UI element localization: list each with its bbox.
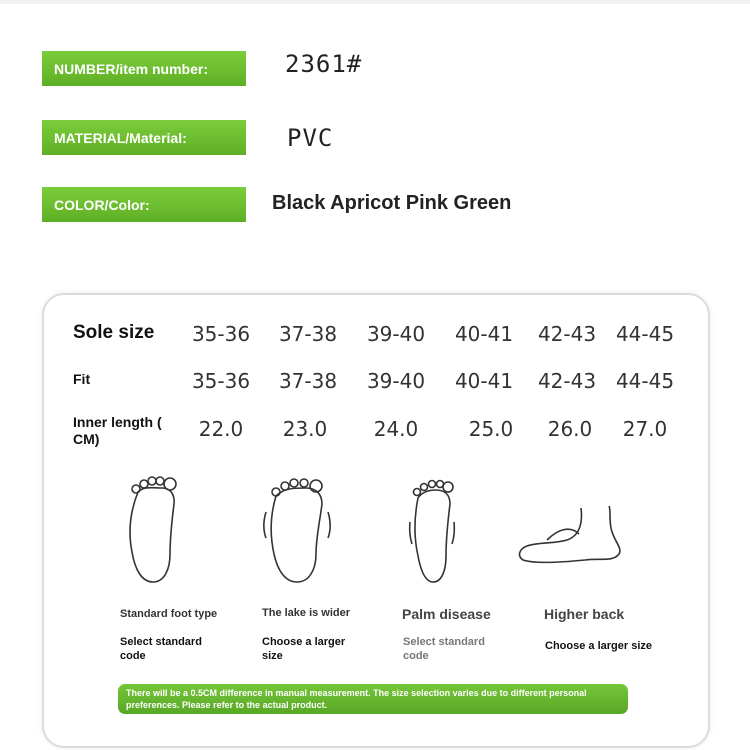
inner-length-cell: 25.0 (468, 417, 514, 441)
fit-cell: 44-45 (615, 369, 675, 393)
foot-type-caption: Palm disease (402, 606, 491, 622)
high-arch-foot-icon (515, 500, 625, 570)
sole-size-cell: 42-43 (537, 322, 597, 346)
top-fade-strip (0, 0, 750, 4)
sole-size-cell: 40-41 (454, 322, 514, 346)
inner-length-cell: 24.0 (373, 417, 419, 441)
inner-length-cell: 22.0 (198, 417, 244, 441)
wide-foot-icon (260, 472, 335, 587)
sole-size-cell: 39-40 (366, 322, 426, 346)
color-label: COLOR/Color: (42, 187, 246, 222)
foot-advice: Choose a larger size (262, 636, 346, 662)
fit-cell: 39-40 (366, 369, 426, 393)
sole-size-cell: 37-38 (278, 322, 338, 346)
inner-length-cell: 23.0 (282, 417, 328, 441)
foot-type-caption: The lake is wider (262, 607, 351, 619)
inner-length-cell: 26.0 (547, 417, 593, 441)
number-label: NUMBER/item number: (42, 51, 246, 86)
foot-advice: Choose a larger size (545, 640, 652, 652)
number-value: 2361# (285, 50, 363, 78)
standard-foot-icon (118, 472, 188, 587)
fit-label: Fit (73, 371, 91, 387)
foot-type-caption: Higher back (544, 606, 625, 622)
sole-size-cell: 35-36 (191, 322, 251, 346)
material-value: PVC (287, 124, 334, 152)
narrow-foot-icon (402, 472, 462, 587)
inner-length-cell: 27.0 (622, 417, 668, 441)
sole-size-label: Sole size (73, 322, 155, 343)
foot-advice: Select standard code (120, 636, 202, 662)
sole-size-cell: 44-45 (615, 322, 675, 346)
fit-cell: 42-43 (537, 369, 597, 393)
fit-cell: 37-38 (278, 369, 338, 393)
material-label: MATERIAL/Material: (42, 120, 246, 155)
inner-length-label: Inner length ( CM) (73, 414, 162, 447)
foot-advice: Select standard code (403, 636, 485, 662)
fit-cell: 40-41 (454, 369, 514, 393)
color-value: Black Apricot Pink Green (272, 192, 512, 214)
foot-type-caption: Standard foot type (120, 608, 218, 620)
fit-cell: 35-36 (191, 369, 251, 393)
measurement-note: There will be a 0.5CM difference in manual measurement. The size selection varies due to different personal preferences. Please refer to the actual product. (118, 684, 628, 714)
